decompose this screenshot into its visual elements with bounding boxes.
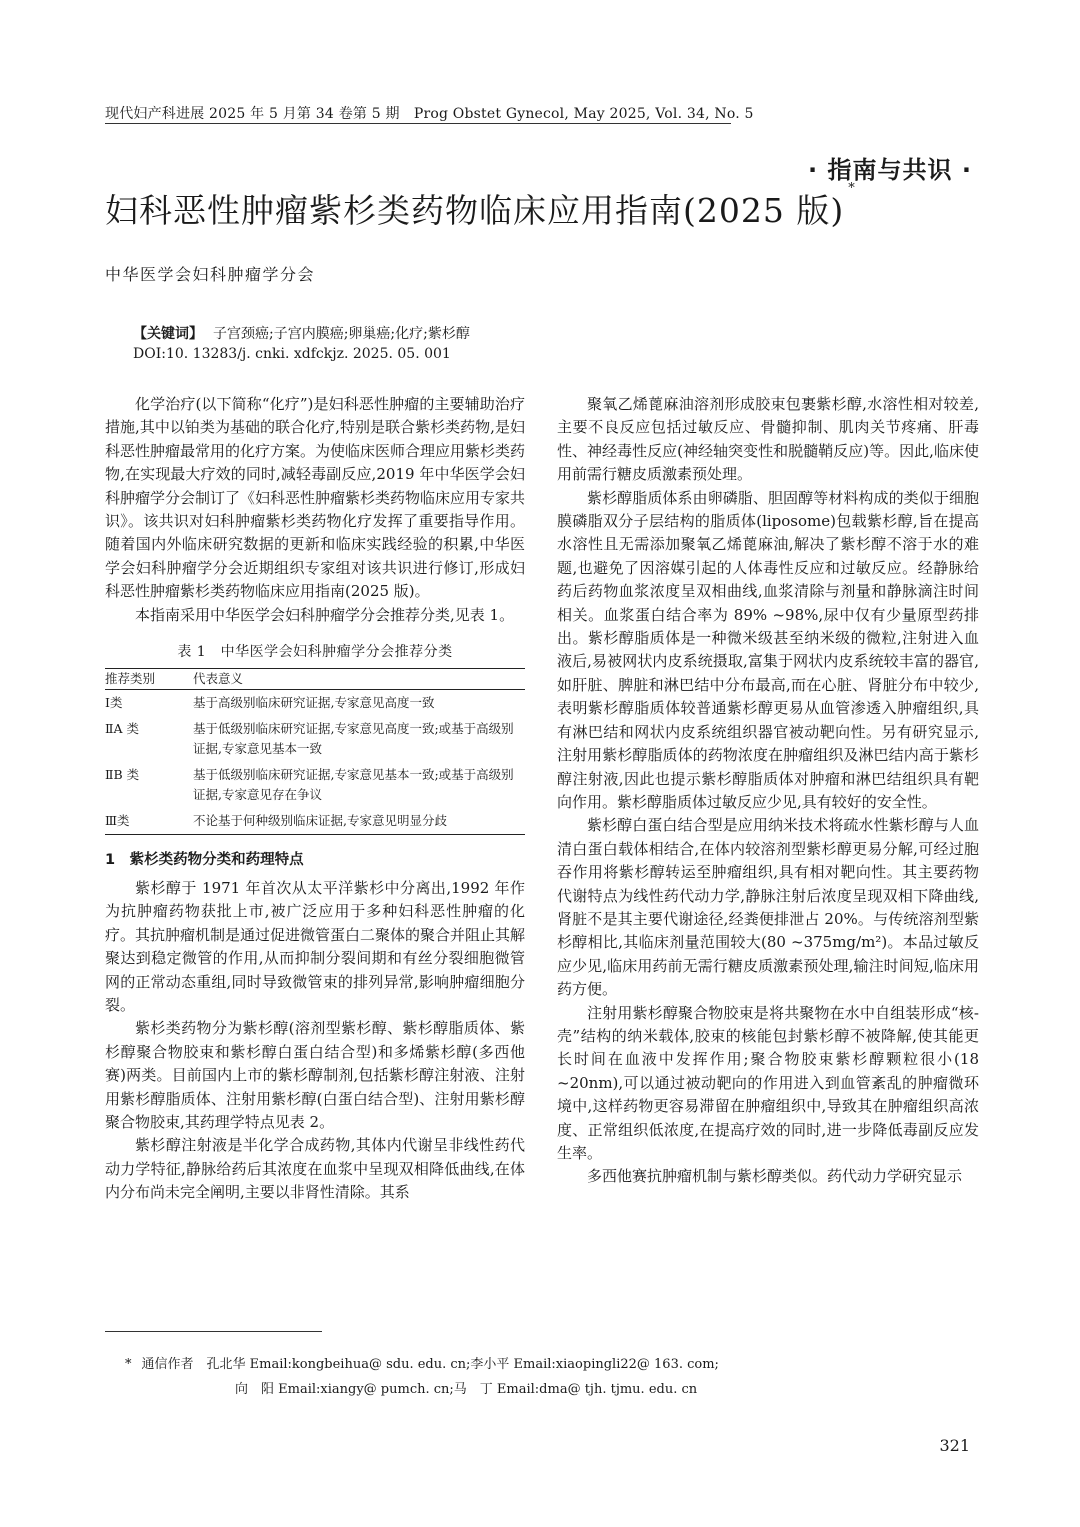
- table-cell: ⅡA 类: [105, 721, 139, 737]
- article-title: [105, 181, 985, 232]
- paragraph: 紫杉醇白蛋白结合型是应用纳米技术将疏水性紫杉醇与人血清白蛋白载体相结合,在体内较溶剂型紫杉醇更易分解,可经过胞吞作用将紫杉醇转运至肿瘤组织,具有相对靶向性。其主要药物代谢特点为线性药代动力学,静脉注射后浓度呈现双相下降曲线,肾脏不是其主要代谢途径,经粪便排泄占 20%。与传统溶剂型紫杉醇相比,其临床剂量范围较大(80 ~375mg/m²)。本品过敏反应少见,临床用药前无需行糖皮质激素预处理,输注时间短,临床用药方便。: [557, 816, 979, 999]
- table-cell: Ⅰ类: [105, 695, 123, 711]
- paragraph: 注射用紫杉醇聚合物胶束是将共聚物在水中自组装形成“核-壳”结构的纳米载体,胶束的核能包封紫杉醇不被降解,使其能更长时间在血液中发挥作用;聚合物胶束紫杉醇颗粒很小(18 ~20nm),可以通过被动靶向的作用进入到血管紊乱的肿瘤微环境中,这样药物更容易滞留在肿瘤组织中,导致其在肿瘤组织高浓度、正常组织低浓度,在提高疗效的同时,进一步降低毒副反应发生率。: [557, 1003, 979, 1162]
- footnote: [125, 1352, 719, 1402]
- page-number: 321: [939, 1436, 970, 1455]
- paragraph: 聚氧乙烯蓖麻油溶剂形成胶束包裹紫杉醇,水溶性相对较差,主要不良反应包括过敏反应、骨髓抑制、肌肉关节疼痛、肝毒性、神经毒性反应(神经轴突变性和脱髓鞘反应)等。因此,临床使用前需行糖皮质激素预处理。: [557, 395, 979, 484]
- running-header: 现代妇产科进展 2025 年 5 月第 34 卷第 5 期 Prog Obstet Gynecol, May 2025, Vol. 34, No. 5: [105, 106, 754, 122]
- table-cell: 不论基于何种级别临床证据,专家意见明显分歧: [193, 813, 447, 829]
- table-cell: Ⅲ类: [105, 813, 130, 829]
- table-header-row: [105, 669, 525, 690]
- keywords-label: 【关键词】: [133, 326, 203, 342]
- doi: DOI:10. 13283/j. cnki. xdfckjz. 2025. 05. 001: [133, 346, 451, 362]
- title-text: 妇科恶性肿瘤紫杉类药物临床应用指南(2025 版): [105, 191, 845, 230]
- paragraph: 紫杉醇注射液是半化学合成药物,其体内代谢呈非线性药代动力学特征,静脉给药后其浓度在血浆中呈现双相降低曲线,在体内分布尚未完全阐明,主要以非肾性清除。其系: [105, 1136, 525, 1202]
- table-header: 推荐类别: [105, 671, 156, 687]
- footnote-mark: *: [125, 1357, 132, 1372]
- header-rule: [105, 123, 731, 124]
- footnote-line: 通信作者 孔北华 Email:kongbeihua@ sdu. edu. cn;李小平 Email:xiaopingli22@ 163. com;: [141, 1357, 719, 1372]
- table-row: [105, 762, 525, 808]
- title-footnote-mark: *: [848, 181, 856, 196]
- section-heading: 1 紫杉类药物分类和药理特点: [105, 852, 304, 869]
- table-row: [105, 690, 525, 717]
- left-column: [105, 393, 525, 1205]
- table-row: [105, 716, 525, 762]
- table-row: [105, 808, 525, 835]
- keywords: [133, 323, 470, 343]
- table-cell: 基于高级别临床研究证据,专家意见高度一致: [193, 695, 435, 711]
- section-tag: · 指南与共识 ·: [808, 156, 972, 184]
- paragraph: 紫杉醇脂质体系由卵磷脂、胆固醇等材料构成的类似于细胞膜磷脂双分子层结构的脂质体(liposome)包载紫杉醇,旨在提高水溶性且无需添加聚氧乙烯蓖麻油,解决了紫杉醇不溶于水的难题,也避免了因溶媒引起的人体毒性反应和过敏反应。经静脉给药后药物血浆浓度呈双相曲线,血浆清除与剂量和静脉滴注时间相关。血浆蛋白结合率为 89% ~98%,尿中仅有少量原型药排出。紫杉醇脂质体是一种微米级甚至纳米级的微粒,注射进入血液后,易被网状内皮系统摄取,富集于网状内皮系统较丰富的器官,如肝脏、脾脏和淋巴结中分布最高,而在心脏、肾脏分布中较少,表明紫杉醇脂质体较普通紫杉醇更易从血管渗透入肿瘤组织,具有淋巴结和网状内皮系统组织器官被动靶向性。另有研究显示,注射用紫杉醇脂质体的药物浓度在肿瘤组织及淋巴结内高于紫杉醇注射液,因此也提示紫杉醇脂质体对肿瘤和淋巴结组织具有靶向作用。紫杉醇脂质体过敏反应少见,具有较好的安全性。: [557, 488, 979, 811]
- table-header: 代表意义: [193, 671, 244, 687]
- table-cell: 基于低级别临床研究证据,专家意见基本一致;或基于高级别证据,专家意见存在争议: [193, 767, 514, 803]
- paragraph: 本指南采用中华医学会妇科肿瘤学分会推荐分类,见表 1。: [135, 605, 515, 624]
- paragraph: 紫杉类药物分为紫杉醇(溶剂型紫杉醇、紫杉醇脂质体、紫杉醇聚合物胶束和紫杉醇白蛋白结合型)和多烯紫杉醇(多西他赛)两类。目前国内上市的紫杉醇制剂,包括紫杉醇注射液、注射用紫杉醇脂质体、注射用紫杉醇(白蛋白结合型)、注射用紫杉醇聚合物胶束,其药理学特点见表 2。: [105, 1019, 525, 1131]
- footnote-line: 向 阳 Email:xiangy@ pumch. cn;马 丁 Email:dma@ tjh. tjmu. edu. cn: [235, 1382, 698, 1397]
- table-title: 表 1 中华医学会妇科肿瘤学分会推荐分类: [177, 644, 453, 661]
- paragraph: 多西他赛抗肿瘤机制与紫杉醇类似。药代动力学研究显示: [587, 1167, 963, 1186]
- author: 中华医学会妇科肿瘤学分会: [105, 265, 316, 284]
- right-column: [557, 393, 979, 1189]
- keywords-text: 子宫颈癌;子宫内膜癌;卵巢癌;化疗;紫杉醇: [213, 326, 470, 342]
- table-cell: ⅡB 类: [105, 767, 140, 783]
- paragraph: 紫杉醇于 1971 年首次从太平洋紫杉中分离出,1992 年作为抗肿瘤药物获批上市,被广泛应用于多种妇科恶性肿瘤的化疗。其抗肿瘤机制是通过促进微管蛋白二聚体的聚合并阻止其解聚达到稳定微管的作用,从而抑制分裂间期和有丝分裂细胞微管网的正常动态重组,同时导致微管束的排列异常,影响肿瘤细胞分裂。: [105, 878, 526, 1014]
- paragraph: 化学治疗(以下简称“化疗”)是妇科恶性肿瘤的主要辅助治疗措施,其中以铂类为基础的联合化疗,特别是联合紫杉类药物,是妇科恶性肿瘤最常用的化疗方案。为使临床医师合理应用紫杉类药物,在实现最大疗效的同时,减轻毒副反应,2019 年中华医学会妇科肿瘤学分会制订了《妇科恶性肿瘤紫杉类药物临床应用专家共识》。该共识对妇科肿瘤紫杉类药物化疗发挥了重要指导作用。随着国内外临床研究数据的更新和临床实践经验的积累,中华医学会妇科肿瘤学分会近期组织专家组对该共识进行修订,形成妇科恶性肿瘤紫杉类药物临床应用指南(2025 版)。: [105, 395, 526, 601]
- recommendation-table: [105, 668, 525, 835]
- footnote-rule: [105, 1331, 322, 1332]
- table-cell: 基于低级别临床研究证据,专家意见高度一致;或基于高级别证据,专家意见基本一致: [193, 721, 514, 757]
